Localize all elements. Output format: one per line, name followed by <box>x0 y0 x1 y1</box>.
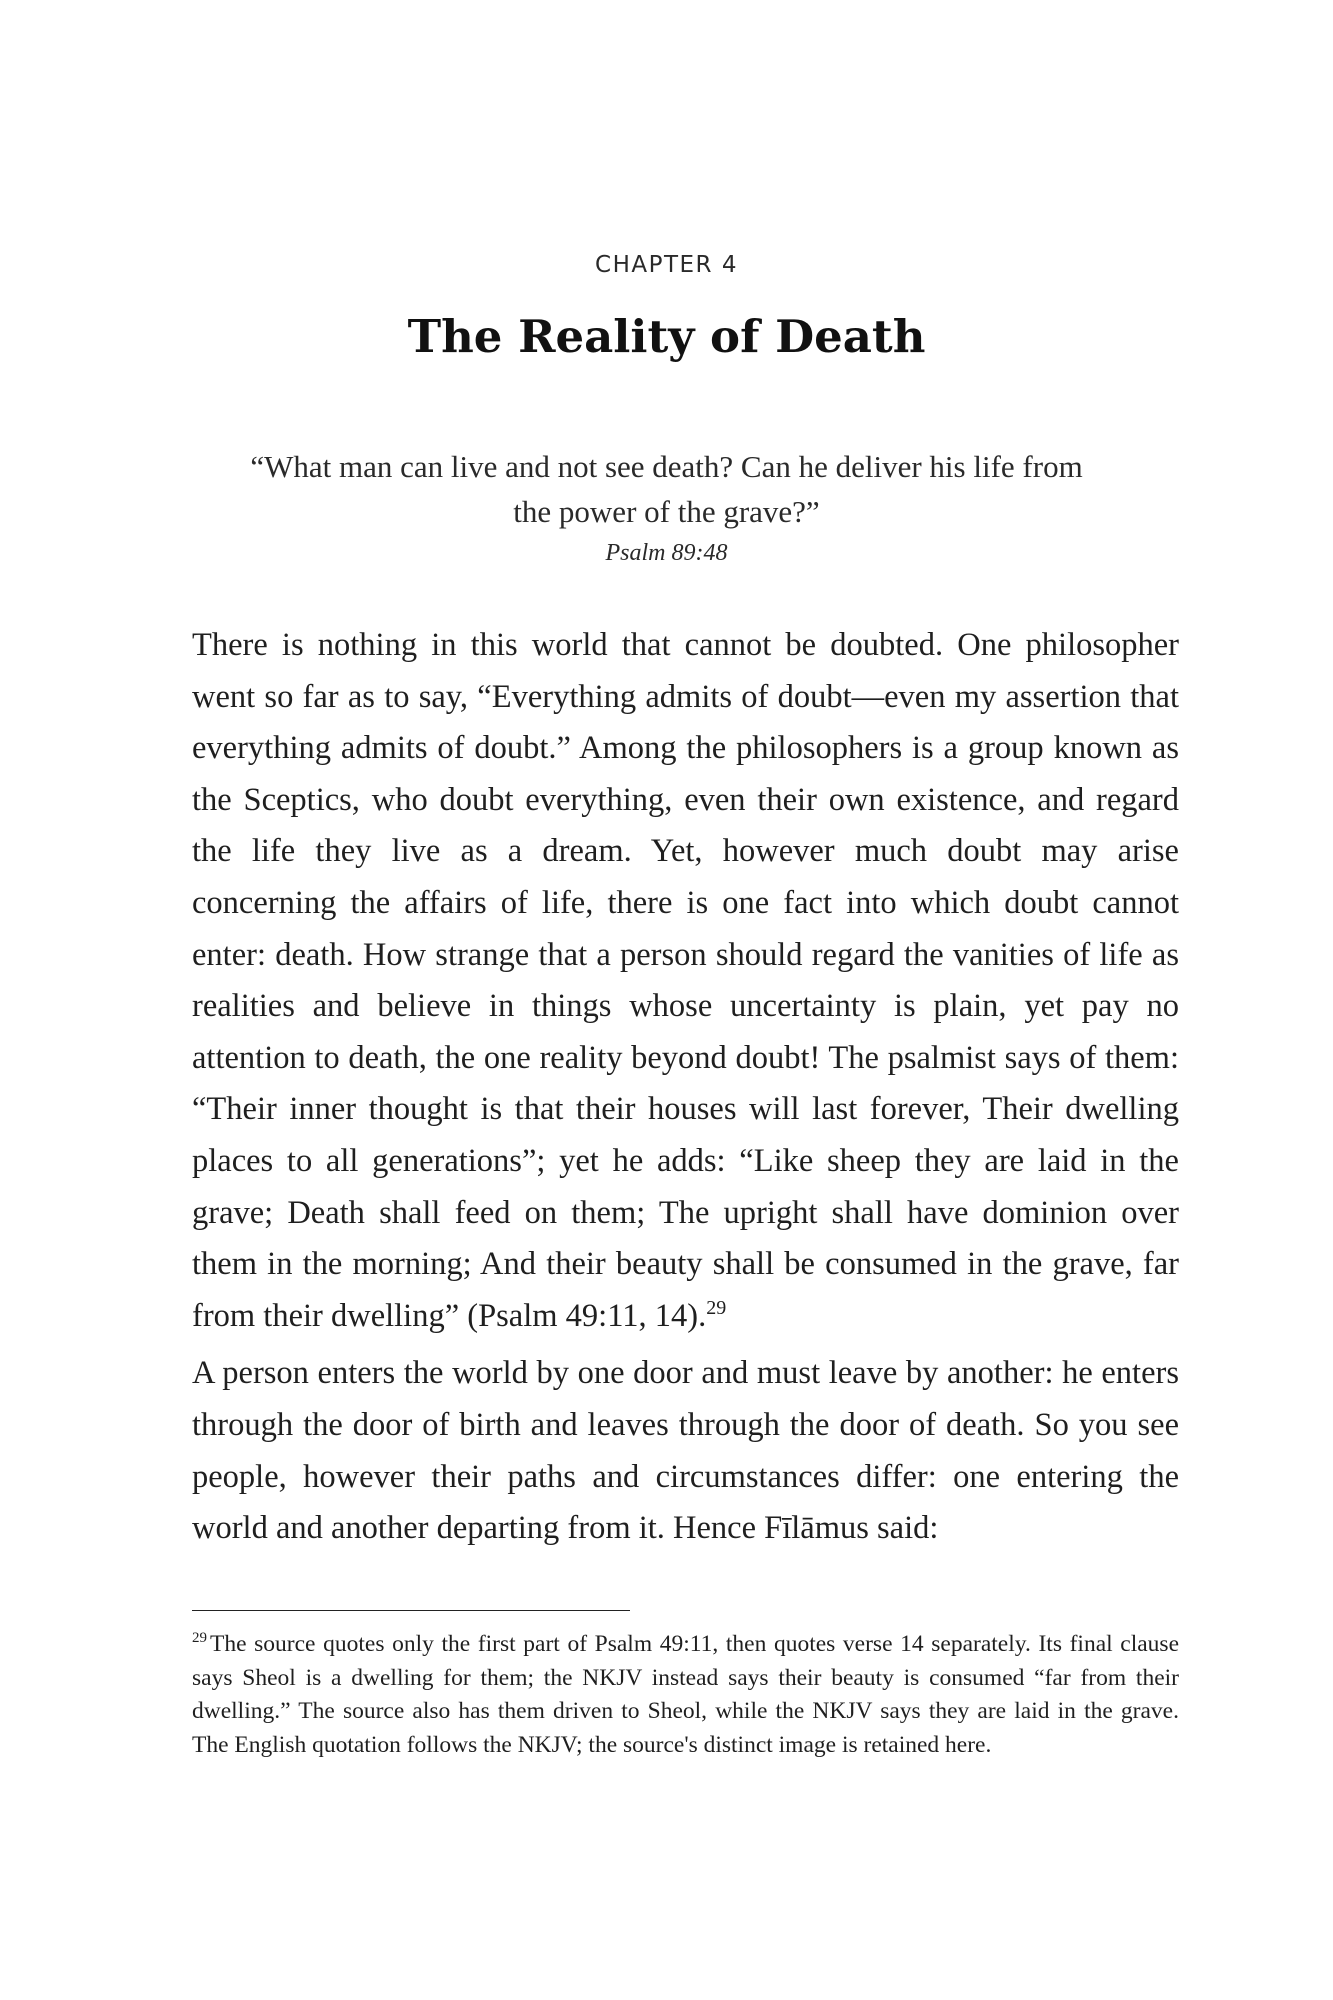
epigraph-quote: “What man can live and not see death? Can he deliver his life from the power of the grave?” <box>250 449 1083 529</box>
footnote <box>192 1628 1179 1762</box>
epigraph-citation: Psalm 89:48 <box>605 540 728 566</box>
chapter-label: CHAPTER 4 <box>595 252 738 278</box>
footnote-number: 29 <box>192 1630 207 1647</box>
chapter-title: The Reality of Death <box>407 310 926 363</box>
body-text <box>192 620 1179 1561</box>
footnote-text: The source quotes only the first part of Psalm 49:11, then quotes verse 14 separately. Its final clause says Sheol is a dwelling for them; the NKJV instead says their beauty is consumed “far from their dwelling.” The source also has them driven to Sheol, while the NKJV says they are laid in the grave. The English quotation follows the NKJV; the source's distinct image is retained here. <box>192 1631 1179 1758</box>
paragraph <box>192 620 1179 1342</box>
paragraph: A person enters the world by one door and must leave by another: he enters through the door of birth and leaves through the door of death. So you see people, however their paths and circumstances differ: one entering the world and another departing from it. Hence Fīlāmus said: <box>192 1355 1179 1547</box>
footnote-divider <box>192 1610 630 1611</box>
paragraph-text: There is nothing in this world that cannot be doubted. One philosopher went so far as to say, “Everything admits of doubt—even my assertion that everything admits of doubt.” Among the philosophers is a group known as the Sceptics, who doubt everything, even their own existence, and regard the life they live as a dream. Yet, however much doubt may arise concerning the affairs of life, there is one fact into which doubt cannot enter: death. How strange that a person should regard the vanities of life as realities and believe in things whose uncertainty is plain, yet pay no attention to death, the one reality beyond doubt! The psalmist says of them: “Their inner thought is that their houses will last forever, Their dwelling places to all generations”; yet he adds: “Like sheep they are laid in the grave; Death shall feed on them; The upright shall have dominion over them in the morning; And their beauty shall be consumed in the grave, far from their dwelling” (Psalm 49:11, 14). <box>192 627 1179 1334</box>
footnote-reference[interactable]: 29 <box>706 1296 727 1319</box>
